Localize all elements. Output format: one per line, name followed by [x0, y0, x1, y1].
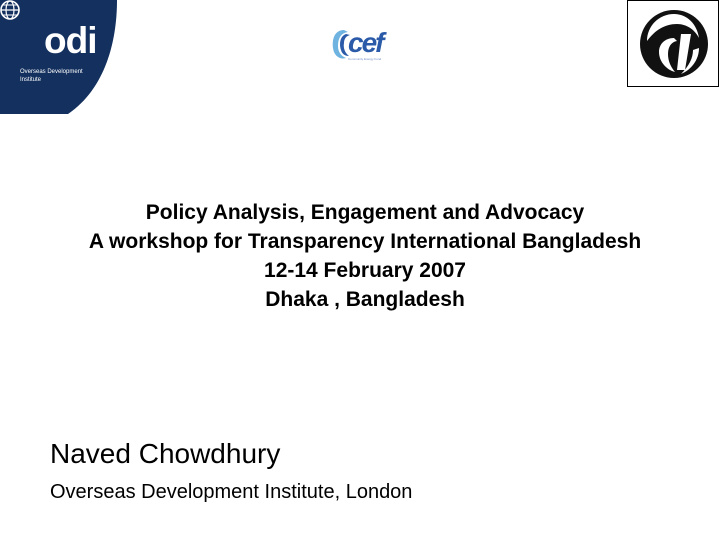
title-line: Policy Analysis, Engagement and Advocacy	[145, 201, 585, 224]
subtitle-line: A workshop for Transparency International Bangladesh	[88, 230, 642, 253]
ti-emblem-icon	[637, 4, 711, 84]
title-block	[0, 198, 720, 314]
cef-tagline: Community Energy Fund	[348, 57, 382, 61]
ti-logo	[627, 0, 719, 87]
date-line: 12-14 February 2007	[264, 259, 466, 282]
presenter-name: Naved Chowdhury	[50, 438, 281, 469]
odi-subtitle: Overseas Development Institute	[20, 69, 83, 83]
globe-icon	[0, 0, 20, 20]
presenter-affiliation: Overseas Development Institute, London	[50, 481, 413, 503]
cef-logo	[330, 26, 400, 66]
location-line: Dhaka , Bangladesh	[265, 288, 465, 311]
cef-wordmark: cef	[348, 27, 383, 58]
odi-logo	[0, 0, 120, 114]
odi-wordmark: odi	[44, 20, 97, 61]
